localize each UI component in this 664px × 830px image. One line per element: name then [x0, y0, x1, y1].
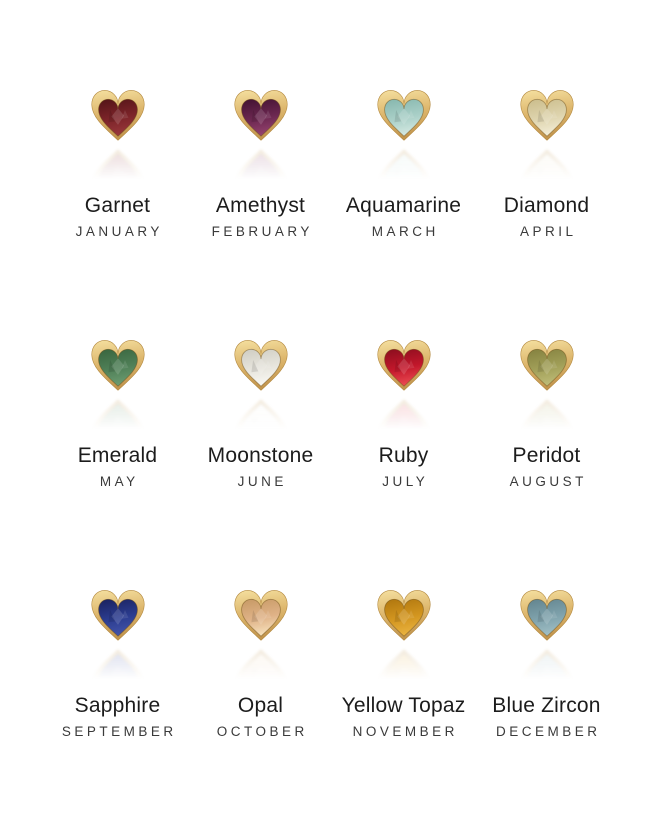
heart-charm-sapphire	[87, 586, 149, 645]
charm-reflection	[230, 645, 292, 689]
charm-reflection	[87, 395, 149, 439]
stone-name: Opal	[237, 694, 284, 717]
stone-name: Yellow Topaz	[341, 694, 466, 717]
birthstone-cell-blue-zircon	[475, 586, 618, 830]
birthstone-cell-aquamarine	[332, 86, 475, 336]
birthstone-cell-yellow-topaz	[332, 586, 475, 830]
stone-name: Garnet	[84, 194, 151, 217]
heart-charm-opal	[230, 586, 292, 645]
heart-charm-icon	[373, 145, 435, 189]
heart-charm-icon	[516, 645, 578, 689]
stone-month: FEBRUARY	[211, 224, 313, 239]
birthstone-cell-ruby	[332, 336, 475, 586]
charm-reflection	[516, 145, 578, 189]
charm-reflection	[87, 145, 149, 189]
birthstone-cell-amethyst	[189, 86, 332, 336]
heart-charm-icon	[516, 336, 578, 395]
birthstone-cell-peridot	[475, 336, 618, 586]
heart-charm-icon	[516, 395, 578, 439]
heart-charm-blue-zircon	[516, 586, 578, 645]
stone-name: Emerald	[77, 444, 158, 467]
birthstone-cell-diamond	[475, 86, 618, 336]
stone-month: JUNE	[237, 474, 287, 489]
birthstone-cell-sapphire	[46, 586, 189, 830]
stone-month: DECEMBER	[495, 724, 601, 739]
heart-charm-emerald	[87, 336, 149, 395]
stone-month: JANUARY	[75, 224, 163, 239]
heart-charm-icon	[87, 86, 149, 145]
heart-charm-icon	[87, 395, 149, 439]
heart-charm-icon	[230, 395, 292, 439]
heart-charm-icon	[373, 586, 435, 645]
heart-charm-icon	[87, 336, 149, 395]
charm-reflection	[373, 395, 435, 439]
heart-charm-ruby	[373, 336, 435, 395]
stone-month: AUGUST	[509, 474, 587, 489]
heart-charm-icon	[230, 145, 292, 189]
birthstone-cell-moonstone	[189, 336, 332, 586]
birthstone-cell-garnet	[46, 86, 189, 336]
heart-charm-peridot	[516, 336, 578, 395]
stone-month: SEPTEMBER	[61, 724, 177, 739]
heart-charm-icon	[373, 645, 435, 689]
stone-name: Blue Zircon	[492, 694, 601, 717]
heart-charm-icon	[373, 336, 435, 395]
heart-charm-amethyst	[230, 86, 292, 145]
heart-charm-icon	[87, 645, 149, 689]
stone-name: Amethyst	[215, 194, 306, 217]
stone-name: Ruby	[378, 444, 429, 467]
heart-charm-icon	[516, 586, 578, 645]
heart-charm-icon	[230, 336, 292, 395]
stone-month: MAY	[99, 474, 139, 489]
stone-month: APRIL	[519, 224, 577, 239]
heart-charm-icon	[373, 86, 435, 145]
birthstone-cell-emerald	[46, 336, 189, 586]
heart-charm-moonstone	[230, 336, 292, 395]
stone-month: MARCH	[371, 224, 439, 239]
stone-name: Moonstone	[207, 444, 314, 467]
stone-month: OCTOBER	[216, 724, 308, 739]
stone-name: Sapphire	[74, 694, 161, 717]
stone-name: Diamond	[503, 194, 590, 217]
stone-name: Peridot	[512, 444, 581, 467]
stone-month: JULY	[382, 474, 429, 489]
heart-charm-diamond	[516, 86, 578, 145]
heart-charm-icon	[230, 645, 292, 689]
charm-reflection	[373, 145, 435, 189]
heart-charm-icon	[230, 86, 292, 145]
birthstone-cell-opal	[189, 586, 332, 830]
heart-charm-icon	[230, 586, 292, 645]
heart-charm-icon	[516, 145, 578, 189]
stone-month: NOVEMBER	[352, 724, 458, 739]
charm-reflection	[516, 645, 578, 689]
heart-charm-aquamarine	[373, 86, 435, 145]
heart-charm-yellow-topaz	[373, 586, 435, 645]
heart-charm-garnet	[87, 86, 149, 145]
heart-charm-icon	[87, 586, 149, 645]
charm-reflection	[230, 395, 292, 439]
heart-charm-icon	[87, 145, 149, 189]
heart-charm-icon	[516, 86, 578, 145]
charm-reflection	[87, 645, 149, 689]
charm-reflection	[373, 645, 435, 689]
charm-reflection	[230, 145, 292, 189]
charm-reflection	[516, 395, 578, 439]
heart-charm-icon	[373, 395, 435, 439]
stone-name: Aquamarine	[345, 194, 462, 217]
